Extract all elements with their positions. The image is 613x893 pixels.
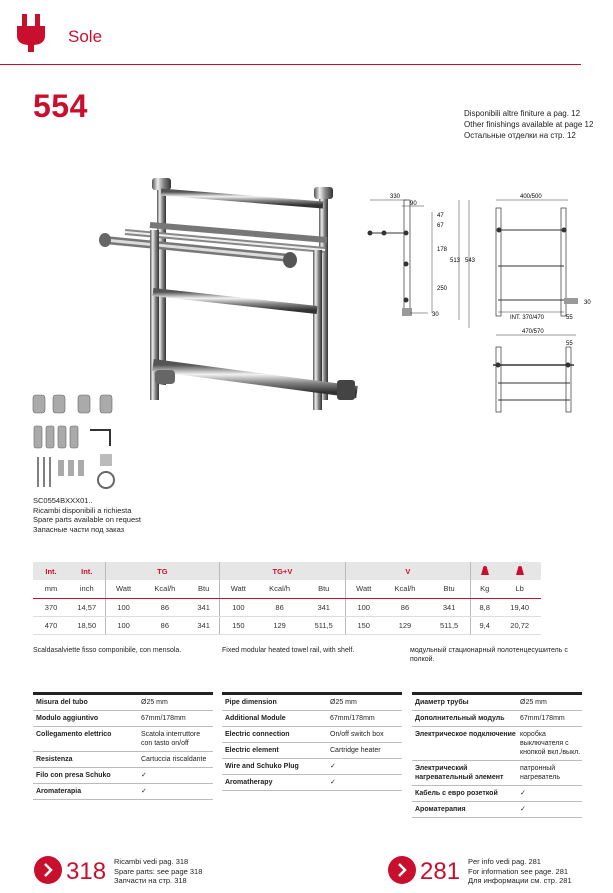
dim-30-front: 30	[584, 300, 591, 306]
header-divider	[0, 64, 581, 65]
spare-parts-page-info: Ricambi vedi pag. 318 Spare parts: see page 318 Запчасти на стр. 318	[114, 857, 203, 885]
weight-lb-icon	[498, 562, 541, 580]
dim-55-top: 55	[566, 341, 573, 347]
spec-row: Filo con presa Schuko ✓	[33, 768, 213, 784]
spare-parts-line-en: Spare parts available on request	[33, 515, 141, 524]
front-view-drawing	[488, 188, 608, 328]
spare-parts-code: SC0554BXXX01..	[33, 496, 93, 505]
finish-line-it: Disponibili altre finiture a pag. 12	[464, 109, 581, 118]
dim-67: 67	[437, 223, 444, 229]
spec-row: Электрическое подключение коробка выключателя с кнопкой вкл./выкл.	[412, 727, 582, 761]
info-page-number[interactable]: 281	[420, 858, 461, 885]
spec-row: Additional Module 67mm/178mm	[222, 711, 402, 727]
header-tg-v: TG+V	[220, 562, 345, 580]
dim-30-side: 30	[432, 312, 439, 318]
dim-90: 90	[410, 201, 417, 207]
dim-330: 330	[390, 194, 401, 200]
spec-row: Electric connection On/off switch box	[222, 727, 402, 743]
dim-int-370-470: INT. 370/470	[510, 315, 545, 321]
spare-parts-line-it: Ricambi disponibili a richiesta	[33, 505, 132, 515]
dim-513: 513	[450, 258, 461, 264]
dim-400-500: 400/500	[520, 194, 542, 200]
header-int-inch: Int.	[69, 562, 105, 580]
header-int-mm: Int.	[33, 562, 69, 580]
dim-470-570: 470/570	[522, 329, 544, 335]
info-page-link-icon[interactable]	[388, 856, 416, 884]
electric-plug-icon	[14, 14, 48, 52]
spec-row: Wire and Schuko Plug ✓	[222, 759, 402, 775]
spare-parts-line-ru: Запасные части под заказ	[33, 524, 125, 534]
spec-row: Диаметр трубы Ø25 mm	[412, 694, 582, 711]
spec-table-ru	[412, 692, 582, 818]
dim-178: 178	[437, 247, 448, 253]
dim-47: 47	[437, 213, 444, 219]
brand-name: Sole	[68, 27, 103, 46]
spec-row: Resistenza Cartuccia riscaldante	[33, 752, 213, 768]
dim-250: 250	[437, 286, 448, 292]
units-row: mm inch Watt Kcal/h Btu Watt Kcal/h Btu Watt Kcal/h Btu Kg Lb	[33, 580, 541, 598]
finish-line-ru: Остальные отделки на стр. 12	[464, 131, 576, 140]
info-page-info: Per info vedi pag. 281 For information see page. 281 Для информации см. стр. 281	[468, 857, 572, 885]
finishes-note	[464, 108, 593, 141]
model-number: 554	[33, 88, 88, 124]
spec-row: Кабель с евро розеткой ✓	[412, 786, 582, 802]
table-row: 470 18,50 100 86 341 150 129 511,5 150 129 511,5 9,4 20,72	[33, 616, 541, 634]
spec-row: Дополнительный модуль 67mm/178mm	[412, 711, 582, 727]
spec-row: Электрический нагревательный элемент патронный нагреватель	[412, 761, 582, 786]
spare-parts-note	[33, 496, 141, 534]
finish-line-en: Other finishings available at page 12	[464, 120, 594, 129]
spare-parts-illustration	[28, 392, 128, 492]
spare-parts-page-number[interactable]: 318	[66, 858, 107, 885]
spec-row: Misura del tubo Ø25 mm	[33, 694, 213, 711]
spec-row: Collegamento elettrico Scatola interruttore con tasto on/off	[33, 727, 213, 752]
table-row: 370 14,57 100 86 341 100 86 341 100 86 341 8,8 19,40	[33, 598, 541, 616]
description-ru: модульный стационарный полотенцесушитель с полкой.	[410, 647, 568, 663]
spec-row: Aromaterapia ✓	[33, 784, 213, 800]
dim-55-front: 55	[566, 315, 573, 321]
spec-row: Modulo aggiuntivo 67mm/178mm	[33, 711, 213, 727]
spec-row: Ароматерапия ✓	[412, 802, 582, 818]
dim-543: 543	[465, 258, 476, 264]
description-en: Fixed modular heated towel rail, with shelf.	[222, 647, 355, 654]
spec-table-en	[222, 692, 402, 791]
side-view-drawing	[362, 188, 482, 328]
header-tg: TG	[105, 562, 220, 580]
spec-row: Pipe dimension Ø25 mm	[222, 694, 402, 711]
spec-table-it	[33, 692, 213, 800]
top-view-drawing	[488, 325, 608, 420]
spec-row: Electric element Cartridge heater	[222, 743, 402, 759]
spec-row: Aromatherapy ✓	[222, 775, 402, 791]
technical-table	[33, 562, 541, 635]
description-it: Scaldasalviette fisso componibile, con mensola.	[33, 647, 182, 654]
spare-parts-page-link-icon[interactable]	[34, 856, 62, 884]
header-v: V	[345, 562, 470, 580]
weight-kg-icon	[471, 562, 499, 580]
towel-rail-photo	[95, 170, 365, 420]
